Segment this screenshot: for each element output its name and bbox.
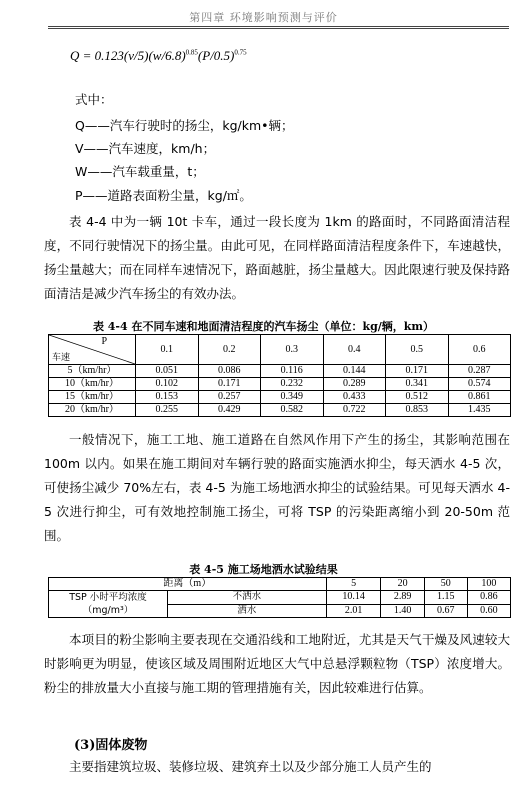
tsp-label: TSP 小时平均浓度 （mg/m³）	[49, 591, 168, 618]
corner-label-p: P	[101, 336, 107, 347]
table-cell: 0.171	[198, 378, 261, 391]
table-cell: 0.853	[386, 404, 449, 417]
table-cell: 1.435	[448, 404, 511, 417]
distance-cell: 5	[326, 578, 381, 591]
header-cell: 0.4	[323, 335, 386, 365]
table-cell: 0.257	[198, 391, 261, 404]
table-row	[49, 404, 511, 417]
table-cell: 0.341	[386, 378, 449, 391]
table-cell: 10.14	[326, 591, 381, 605]
header-cell: 0.6	[448, 335, 511, 365]
distance-cell: 50	[424, 578, 467, 591]
table-cell: 0.722	[323, 404, 386, 417]
table-cell: 0.102	[136, 378, 199, 391]
table-cell: 1.40	[381, 604, 424, 618]
header-rule	[48, 26, 509, 27]
table-row	[49, 591, 511, 605]
table-cell: 2.89	[381, 591, 424, 605]
table-4-5	[48, 577, 511, 618]
definition-w: W——汽车载重量，t；	[75, 164, 205, 179]
table-cell: 0.60	[467, 604, 510, 618]
table-4-4-caption: 表 4-4 在不同车速和地面清洁程度的汽车扬尘（单位：kg/辆，km）	[92, 320, 435, 333]
table-row	[49, 365, 511, 378]
table-cell: 0.051	[136, 365, 199, 378]
table-cell: 0.287	[448, 365, 511, 378]
table-cell: 1.15	[424, 591, 467, 605]
table-cell: 0.582	[261, 404, 324, 417]
where-label: 式中：	[75, 92, 113, 107]
row-label: 5（km/hr）	[49, 365, 136, 378]
header-cell: 0.5	[386, 335, 449, 365]
table-4-4	[48, 334, 511, 417]
section-heading: (3)固体废物	[74, 738, 148, 753]
header-rule-2	[48, 28, 509, 29]
definition-q: Q——汽车行驶时的扬尘，kg/km•辆；	[75, 118, 294, 133]
header-cell: 0.3	[261, 335, 324, 365]
table-cell: 0.116	[261, 365, 324, 378]
table-cell: 0.433	[323, 391, 386, 404]
table-cell: 0.086	[198, 365, 261, 378]
table-cell: 0.67	[424, 604, 467, 618]
row-label: 不洒水	[168, 591, 327, 605]
table-cell: 2.01	[326, 604, 381, 618]
table-cell: 0.574	[448, 378, 511, 391]
definition-p: P——道路表面粉尘量，kg/㎡。	[75, 188, 252, 203]
table-cell: 0.171	[386, 365, 449, 378]
row-label: 20（km/hr）	[49, 404, 136, 417]
paragraph-2: 一般情况下，施工工地、施工道路在自然风作用下产生的扬尘，其影响范围在 100m 以内。如果在施工期间对车辆行驶的路面实施洒水抑尘，每天洒水 4-5 次，可使扬尘减少 70%左右，表 4-5 为施工场地洒水抑尘的试验结果。可见每天洒水 4-5 次进行抑尘，可有效地控制施工扬尘，可将 TSP 的污染距离缩小到 20-50m 范围。	[44, 432, 510, 543]
table-4-5-caption: 表 4-5 施工场地洒水试验结果	[189, 563, 338, 576]
table-cell: 0.232	[261, 378, 324, 391]
header-cell: 0.1	[136, 335, 199, 365]
row-label: 15（km/hr）	[49, 391, 136, 404]
row-label: 洒水	[168, 604, 327, 618]
distance-cell: 20	[381, 578, 424, 591]
header-cell: 0.2	[198, 335, 261, 365]
table-row	[49, 391, 511, 404]
table-cell: 0.153	[136, 391, 199, 404]
definition-v: V——汽车速度，km/h；	[75, 141, 216, 156]
dust-formula: $Q = 0.123(v/5)(w/6.8)^{0.85}(P/0.5)^{0.75}$	[70, 48, 247, 63]
table-row	[49, 378, 511, 391]
table-cell: 0.861	[448, 391, 511, 404]
paragraph-3: 本项目的粉尘影响主要表现在交通沿线和工地附近，尤其是天气干燥及风速较大时影响更为明显，使该区域及周围附近地区大气中总悬浮颗粒物（TSP）浓度增大。粉尘的排放量大小直接与施工期的管理措施有关，因此较难进行估算。	[44, 632, 510, 695]
paragraph-1: 表 4-4 中为一辆 10t 卡车，通过一段长度为 1km 的路面时，不同路面清洁程度，不同行驶情况下的扬尘量。由此可见，在同样路面清洁程度条件下，车速越快，扬尘量越大；而在同样车速情况下，路面越脏，扬尘量越大。因此限速行驶及保持路面清洁是减少汽车扬尘的有效办法。	[44, 214, 510, 301]
paragraph-4: 主要指建筑垃圾、装修垃圾、建筑弃土以及少部分施工人员产生的	[69, 759, 432, 774]
table-cell: 0.429	[198, 404, 261, 417]
corner-cell	[49, 335, 136, 365]
corner-label-speed: 车速	[52, 353, 71, 363]
table-cell: 0.289	[323, 378, 386, 391]
page-header: 第四章 环境影响预测与评价	[189, 11, 338, 24]
table-cell: 0.86	[467, 591, 510, 605]
distance-header: 距离（m）	[49, 578, 327, 591]
distance-cell: 100	[467, 578, 510, 591]
row-label: 10（km/hr）	[49, 378, 136, 391]
table-cell: 0.512	[386, 391, 449, 404]
table-cell: 0.144	[323, 365, 386, 378]
table-cell: 0.349	[261, 391, 324, 404]
table-cell: 0.255	[136, 404, 199, 417]
